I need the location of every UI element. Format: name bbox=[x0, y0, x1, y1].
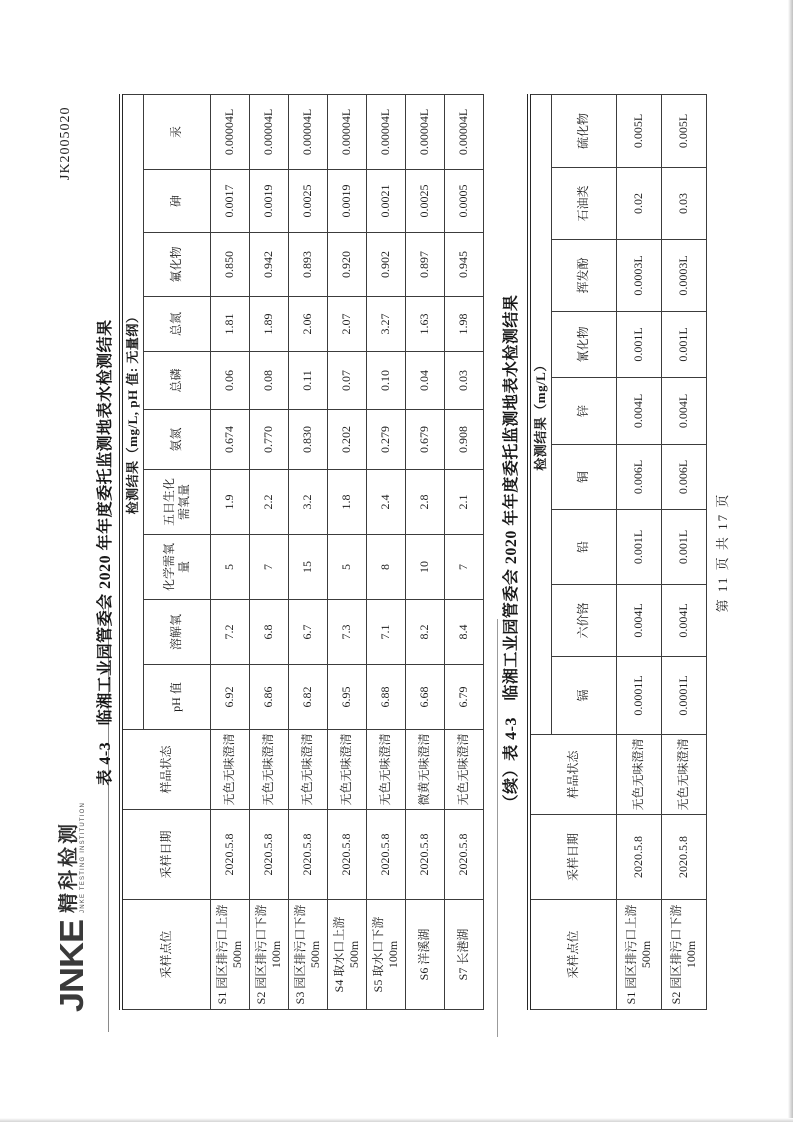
sampling-point-cell: S2 园区排污口下游 100m bbox=[661, 900, 706, 1010]
table-cell: 0.0025 bbox=[288, 170, 327, 233]
table-cell: 0.00004L bbox=[210, 94, 249, 169]
table-cell: 0.0019 bbox=[327, 170, 366, 233]
table-row bbox=[405, 94, 444, 1009]
column-header-sampling-date: 采样日期 bbox=[121, 810, 210, 900]
table-cell: 0.0021 bbox=[366, 170, 405, 233]
table-cell: 无色无味澄清 bbox=[327, 730, 366, 810]
table-cell: 1.81 bbox=[210, 297, 249, 352]
column-header-lead: 铅 bbox=[551, 510, 616, 585]
table-cell: 15 bbox=[288, 535, 327, 600]
table-cell: 2.4 bbox=[366, 470, 405, 535]
table-cell: 0.004L bbox=[616, 378, 661, 445]
table-cell: 7.2 bbox=[210, 600, 249, 665]
report-number: JK2005020 bbox=[58, 106, 73, 180]
table-cell: 2020.5.8 bbox=[327, 810, 366, 900]
table-cell: 0.850 bbox=[210, 233, 249, 297]
sampling-point-cell: S2 园区排污口下游 100m bbox=[249, 900, 288, 1010]
table-cell: 2020.5.8 bbox=[444, 810, 483, 900]
column-header-copper: 铜 bbox=[551, 445, 616, 510]
table-cell: 0.920 bbox=[327, 233, 366, 297]
column-header-sample-status: 样品状态 bbox=[121, 730, 210, 810]
table-cell: 2.2 bbox=[249, 470, 288, 535]
column-header-petroleum: 石油类 bbox=[551, 168, 616, 240]
column-header-fluoride: 氟化物 bbox=[143, 233, 210, 297]
table-cell: 0.04 bbox=[405, 352, 444, 410]
table-cell: 0.908 bbox=[444, 410, 483, 470]
sampling-point-cell: S6 洋溪湖 bbox=[405, 900, 444, 1010]
table-cell: 7 bbox=[249, 535, 288, 600]
column-header-bod5: 五日生化需氧量 bbox=[143, 470, 210, 535]
table-cell: 0.0005 bbox=[444, 170, 483, 233]
table-cell: 0.00004L bbox=[288, 94, 327, 169]
logo-chinese-name: 精科检测 bbox=[57, 820, 80, 913]
table-cell: 0.893 bbox=[288, 233, 327, 297]
table-cell: 0.001L bbox=[616, 312, 661, 378]
table-cell: 0.001L bbox=[661, 312, 706, 378]
table-cell: 0.001L bbox=[616, 510, 661, 585]
table1-title: 表 4-3 临湘工业园管委会 2020 年年度委托监测地表水检测结果 bbox=[97, 319, 114, 786]
table-cell: 0.679 bbox=[405, 410, 444, 470]
table-row bbox=[327, 94, 366, 1009]
table-cell: 2020.5.8 bbox=[661, 815, 706, 900]
table-cell: 0.006L bbox=[661, 445, 706, 510]
column-header-ph: pH 值 bbox=[143, 665, 210, 730]
table-cell: 2020.5.8 bbox=[288, 810, 327, 900]
table-cell: 0.202 bbox=[327, 410, 366, 470]
column-header-cod: 化学需氧量 bbox=[143, 535, 210, 600]
table-cell: 0.005L bbox=[661, 94, 706, 167]
table-cell: 6.86 bbox=[249, 665, 288, 730]
table-cell: 3.2 bbox=[288, 470, 327, 535]
table-cell: 无色无味澄清 bbox=[210, 730, 249, 810]
table-cell: 2.1 bbox=[444, 470, 483, 535]
column-header-mercury: 汞 bbox=[143, 94, 210, 169]
table-cell: 0.07 bbox=[327, 352, 366, 410]
table-cell: 5 bbox=[210, 535, 249, 600]
sampling-point-cell: S4 取水口上游 500m bbox=[327, 900, 366, 1010]
table-cell: 6.7 bbox=[288, 600, 327, 665]
table-cell: 2.06 bbox=[288, 297, 327, 352]
table-cell: 0.004L bbox=[616, 585, 661, 657]
table-cell: 0.00004L bbox=[366, 94, 405, 169]
table-cell: 0.279 bbox=[366, 410, 405, 470]
column-header-sampling-point: 采样点位 bbox=[529, 900, 616, 1010]
column-header-cyanide: 氰化物 bbox=[551, 312, 616, 378]
page-number: 第 11 页 共 17 页 bbox=[715, 492, 730, 613]
logo-english-subtitle: JNKE TESTING INSTITUTION bbox=[79, 801, 86, 913]
table-cell: 0.897 bbox=[405, 233, 444, 297]
sampling-point-cell: S1 园区排污口上游 500m bbox=[210, 900, 249, 1010]
table-row bbox=[249, 94, 288, 1009]
table-cell: 2.8 bbox=[405, 470, 444, 535]
column-header-cadmium: 镉 bbox=[551, 657, 616, 735]
table-cell: 0.02 bbox=[616, 168, 661, 240]
table-cell: 8.4 bbox=[444, 600, 483, 665]
table-cell: 0.004L bbox=[661, 378, 706, 445]
table-cell: 6.82 bbox=[288, 665, 327, 730]
table-cell: 0.08 bbox=[249, 352, 288, 410]
table-cell: 0.0017 bbox=[210, 170, 249, 233]
table-cell: 0.03 bbox=[444, 352, 483, 410]
sampling-point-cell: S3 园区排污口下游 500m bbox=[288, 900, 327, 1010]
table-row bbox=[661, 94, 706, 1009]
table-cell: 0.10 bbox=[366, 352, 405, 410]
column-header-sample-status: 样品状态 bbox=[529, 735, 616, 815]
table-cell: 6.68 bbox=[405, 665, 444, 730]
table-cell: 5 bbox=[327, 535, 366, 600]
table-cell: 10 bbox=[405, 535, 444, 600]
surface-water-results-table-1 bbox=[119, 94, 484, 1010]
column-header-sampling-date: 采样日期 bbox=[529, 815, 616, 900]
table-cell: 7 bbox=[444, 535, 483, 600]
table-cell: 1.89 bbox=[249, 297, 288, 352]
table-cell: 2020.5.8 bbox=[366, 810, 405, 900]
column-header-sampling-point: 采样点位 bbox=[121, 900, 210, 1010]
table-cell: 0.00004L bbox=[249, 94, 288, 169]
table-cell: 2020.5.8 bbox=[210, 810, 249, 900]
table-cell: 0.674 bbox=[210, 410, 249, 470]
scan-edge-shadow-right bbox=[788, 0, 793, 1122]
table-cell: 0.770 bbox=[249, 410, 288, 470]
table-cell: 6.8 bbox=[249, 600, 288, 665]
table-cell: 无色无味澄清 bbox=[288, 730, 327, 810]
column-header-sulfide: 硫化物 bbox=[551, 94, 616, 167]
table-cell: 0.03 bbox=[661, 168, 706, 240]
column-header-dissolved-oxygen: 溶解氧 bbox=[143, 600, 210, 665]
column-header-volatile-phenol: 挥发酚 bbox=[551, 240, 616, 312]
table2-title: （续）表 4-3 临湘工业园管委会 2020 年年度委托监测地表水检测结果 bbox=[503, 294, 520, 811]
column-header-total-p: 总磷 bbox=[143, 352, 210, 410]
table-row bbox=[366, 94, 405, 1009]
table-cell: 0.006L bbox=[616, 445, 661, 510]
table-cell: 6.95 bbox=[327, 665, 366, 730]
table-cell: 0.005L bbox=[616, 94, 661, 167]
table-cell: 0.902 bbox=[366, 233, 405, 297]
table-cell: 0.004L bbox=[661, 585, 706, 657]
table-cell: 3.27 bbox=[366, 297, 405, 352]
table-cell: 0.942 bbox=[249, 233, 288, 297]
table-cell: 6.79 bbox=[444, 665, 483, 730]
table-row bbox=[444, 94, 483, 1009]
column-header-hexavalent-chromium: 六价铬 bbox=[551, 585, 616, 657]
scan-edge-shadow-bottom bbox=[0, 1118, 793, 1122]
results-group-header: 检测结果（mg/L, pH 值: 无量纲） bbox=[121, 94, 143, 729]
table-cell: 无色无味澄清 bbox=[661, 735, 706, 815]
table-cell: 0.00004L bbox=[405, 94, 444, 169]
table-cell: 0.001L bbox=[661, 510, 706, 585]
table-cell: 2020.5.8 bbox=[249, 810, 288, 900]
results-group-header: 检测结果（mg/L） bbox=[529, 94, 551, 734]
table-cell: 无色无味澄清 bbox=[249, 730, 288, 810]
table-cell: 0.0025 bbox=[405, 170, 444, 233]
table-cell: 0.0003L bbox=[616, 240, 661, 312]
table-cell: 0.06 bbox=[210, 352, 249, 410]
table-cell: 0.0019 bbox=[249, 170, 288, 233]
table-row bbox=[616, 94, 661, 1009]
table-cell: 0.830 bbox=[288, 410, 327, 470]
table-cell: 0.00004L bbox=[327, 94, 366, 169]
sampling-point-cell: S7 长港湖 bbox=[444, 900, 483, 1010]
table-cell: 0.00004L bbox=[444, 94, 483, 169]
table-cell: 1.63 bbox=[405, 297, 444, 352]
table-cell: 2020.5.8 bbox=[616, 815, 661, 900]
table-cell: 0.0001L bbox=[661, 657, 706, 735]
table-cell: 8 bbox=[366, 535, 405, 600]
table-cell: 无色无味澄清 bbox=[366, 730, 405, 810]
table-row bbox=[288, 94, 327, 1009]
column-header-arsenic: 砷 bbox=[143, 170, 210, 233]
table-cell: 7.1 bbox=[366, 600, 405, 665]
table-cell: 7.3 bbox=[327, 600, 366, 665]
table-cell: 0.11 bbox=[288, 352, 327, 410]
column-header-total-n: 总氮 bbox=[143, 297, 210, 352]
logo-text-block bbox=[58, 802, 87, 913]
sampling-point-cell: S5 取水口下游 100m bbox=[366, 900, 405, 1010]
lab-logo bbox=[54, 802, 90, 1012]
table-cell: 微黄无味澄清 bbox=[405, 730, 444, 810]
table-cell: 0.0003L bbox=[661, 240, 706, 312]
logo-jnke-wordmark: JNKE bbox=[52, 919, 91, 1012]
table-cell: 无色无味澄清 bbox=[444, 730, 483, 810]
table-cell: 6.88 bbox=[366, 665, 405, 730]
table-cell: 1.98 bbox=[444, 297, 483, 352]
table-cell: 6.92 bbox=[210, 665, 249, 730]
table-cell: 1.9 bbox=[210, 470, 249, 535]
table-cell: 0.0001L bbox=[616, 657, 661, 735]
column-header-zinc: 锌 bbox=[551, 378, 616, 445]
surface-water-results-table-2-continued bbox=[527, 94, 707, 1010]
table-row bbox=[210, 94, 249, 1009]
table-cell: 8.2 bbox=[405, 600, 444, 665]
sampling-point-cell: S1 园区排污口上游 500m bbox=[616, 900, 661, 1010]
table-cell: 无色无味澄清 bbox=[616, 735, 661, 815]
table-cell: 2020.5.8 bbox=[405, 810, 444, 900]
table-cell: 0.945 bbox=[444, 233, 483, 297]
column-header-ammonia: 氨氮 bbox=[143, 410, 210, 470]
table-cell: 2.07 bbox=[327, 297, 366, 352]
table-cell: 1.8 bbox=[327, 470, 366, 535]
